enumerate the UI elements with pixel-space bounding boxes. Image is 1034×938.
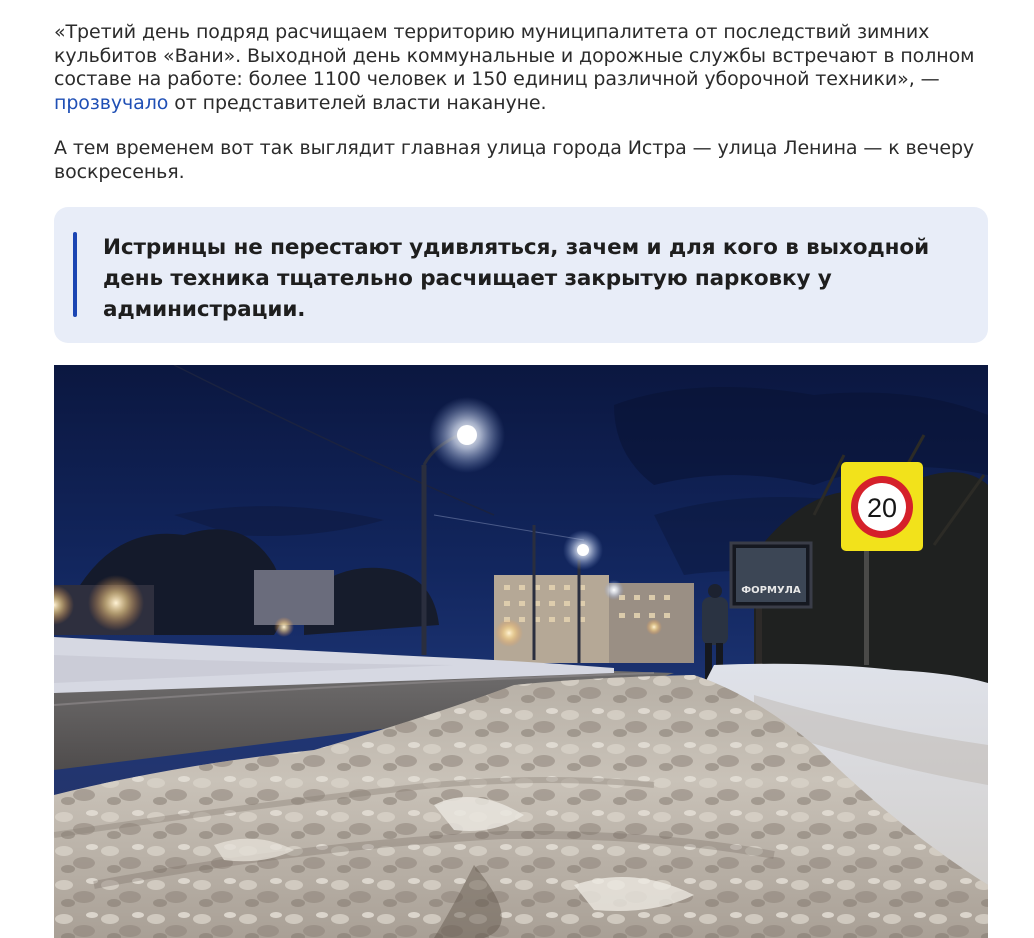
paragraph1-text-end: от представителей власти накануне. xyxy=(168,91,547,114)
paragraph-quote-officials xyxy=(54,21,988,115)
quote-text: Истринцы не перестают удивляться, зачем и для кого в выходной день техника тщательно расчищает закрытую парковку у администрации. xyxy=(103,235,930,322)
article xyxy=(54,18,988,343)
billboard-text: ФОРМУЛА xyxy=(741,585,801,596)
blockquote xyxy=(54,207,988,343)
speed-limit-value: 20 xyxy=(866,493,898,523)
paragraph-lenina-street: А тем временем вот так выглядит главная улица города Истра — улица Ленина — к вечеру воскресенья. xyxy=(54,137,975,183)
prozvuchalo-link[interactable]: прозвучало xyxy=(54,91,169,114)
paragraph1-text-start: «Третий день подряд расчищаем территорию муниципалитета от последствий зимних кульбитов «Вани». Выходной день коммунальные и дорожные службы встречают в полном составе на работе: более 1100 человек и 150 единиц различной уборочной техники», — xyxy=(54,21,975,90)
quote-accent-bar xyxy=(73,232,77,317)
street-photo xyxy=(54,365,988,938)
